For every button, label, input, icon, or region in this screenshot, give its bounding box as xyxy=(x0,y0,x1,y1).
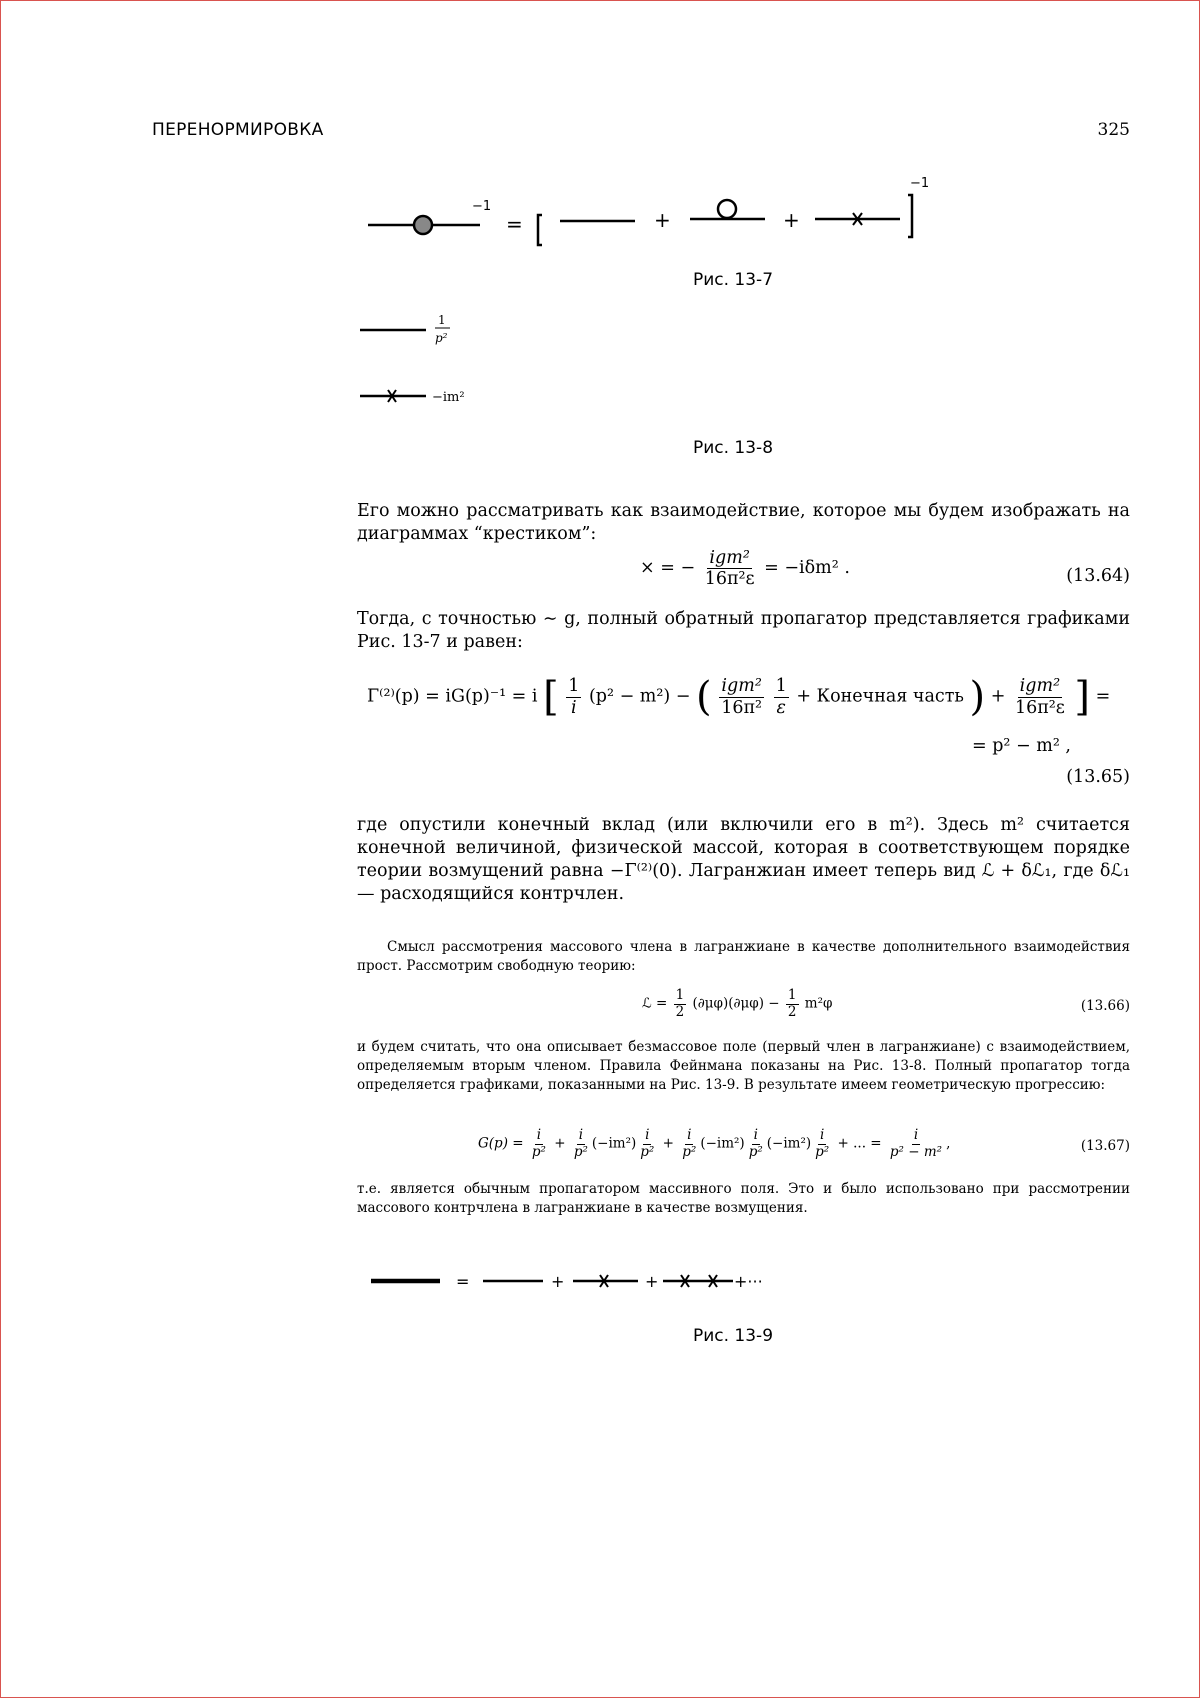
eq-13-64-den: 16π²ε xyxy=(704,569,755,590)
eq-13-65-f1-num: 1 xyxy=(568,676,580,697)
fig-13-8-prop-den: p² xyxy=(435,331,448,345)
paragraph-6: т.е. является обычным пропагатором массивного поля. Это и было использовано при рассмотрении массового контрчлена в лагранжиане в качестве возмущения. xyxy=(357,1181,1130,1216)
fig-13-8-mass-vertex: −im² xyxy=(432,390,465,405)
equation-13-65: Γ⁽²⁾(p) = iG(p)⁻¹ = i [ $\frac{1}{i}$ (p² − m²) − ( $\frac{\text{igm²}}{\text{16π²}}$ $\frac{1}{\varepsilon}$ + Конечная часть ) + $\frac{\text{igm²}}{\text{16π²ε}}$ ] = xyxy=(367,674,1111,720)
page-number: 325 xyxy=(1097,120,1130,140)
eq-13-65-f2-den: 16π² xyxy=(721,697,763,718)
paragraph-2: Тогда, с точностью ∼ g, полный обратный пропагатор представляется графиками Рис. 13-7 и равен: xyxy=(357,609,1130,652)
fig-13-9-plus-2: + xyxy=(645,1272,659,1291)
eq-13-66-lhs: ℒ = xyxy=(642,995,668,1012)
fig-13-9-equals: = xyxy=(456,1272,470,1291)
paragraph-3: где опустили конечный вклад (или включили его в m²). Здесь m² считается конечной величиной, физической массой, которая в соответствующем порядке теории возмущений равна −Γ⁽²⁾(0). Лагранжиан имеет теперь вид ℒ + δℒ₁, где δℒ₁ — расходящийся контрчлен. xyxy=(357,815,1130,904)
equation-13-67: G(p) = $\frac{i}{\text{p²}}$ + $\frac{i}{\text{p²}}$ (−im²) $\frac{i}{\text{p²}}$ + $\frac{i}{\text{p²}}$ (−im²) $\frac{i}{\text{p²}}$ (−im²) $\frac{i}{\text{p²}}$ + ... = $\frac{i}{\text{p² − m²}}$ , xyxy=(478,1127,951,1160)
eq-13-64-num: igm² xyxy=(709,548,750,568)
eq-13-65-f4-num: igm² xyxy=(1019,676,1061,697)
eq-13-65-f3-num: 1 xyxy=(775,676,787,697)
caption-fig-13-9: Рис. 13-9 xyxy=(692,1326,774,1346)
fig-13-7-plus-1: + xyxy=(654,208,671,232)
eq-13-65-tail: = xyxy=(1095,686,1111,707)
paragraph-5: и будем считать, что она описывает безмассовое поле (первый член в лагранжиане) с взаимодействием, определяемым вторым членом. Правила Фейнмана показаны на Рис. 13-8. Полный пропагатор тогда определяется графиками, показанными на Рис. 13-9. В результате имеем геометрическую прогрессию: xyxy=(357,1039,1130,1093)
eq-13-66-term1: (∂μφ)(∂μφ) − xyxy=(692,995,780,1012)
eq-13-64-fraction xyxy=(703,548,757,589)
equation-13-64 xyxy=(640,548,850,589)
eq-13-65-f2-num: igm² xyxy=(721,676,762,697)
eq-13-65-mid: (p² − m²) − xyxy=(588,686,691,707)
figure-13-7 xyxy=(360,175,930,255)
eq-13-65-f3-den: ε xyxy=(776,697,786,718)
fig-13-9-tail: +··· xyxy=(734,1272,763,1291)
fig-13-7-equals: = xyxy=(506,212,523,236)
eq-13-64-lhs: × = − xyxy=(640,558,696,579)
equation-13-66: ℒ = $\frac{1}{2}$ (∂μφ)(∂μφ) − $\frac{1}{2}$ m²φ xyxy=(642,987,833,1020)
figure-13-9 xyxy=(368,1265,788,1305)
running-title: ПЕРЕНОРМИРОВКА xyxy=(152,120,324,140)
fig-13-7-plus-2: + xyxy=(783,208,800,232)
eq-13-65-f4-den: 16π²ε xyxy=(1014,697,1065,718)
fig-13-7-exponent-bracket: −1 xyxy=(910,176,930,191)
eq-13-67-lhs: G(p) = xyxy=(478,1135,524,1152)
eq-13-65-line2: = p² − m² , xyxy=(972,736,1071,756)
eq-number-13-66: (13.66) xyxy=(1080,998,1130,1014)
eq-number-13-65: (13.65) xyxy=(1066,767,1130,787)
eq-number-13-64: (13.64) xyxy=(1066,566,1130,586)
eq-13-65-f1-den: i xyxy=(571,697,577,718)
eq-number-13-67: (13.67) xyxy=(1080,1138,1130,1154)
eq-13-65-finite: + Конечная часть xyxy=(796,686,964,707)
paragraph-1: Его можно рассматривать как взаимодействие, которое мы будем изображать на диаграммах “крестиком”: xyxy=(357,501,1130,544)
eq-13-66-term2: m²φ xyxy=(804,995,833,1012)
fig-13-8-prop-num: 1 xyxy=(438,313,446,327)
caption-fig-13-8: Рис. 13-8 xyxy=(692,438,774,458)
caption-fig-13-7: Рис. 13-7 xyxy=(692,270,774,290)
figure-13-8 xyxy=(358,308,478,408)
fig-13-9-plus-1: + xyxy=(551,1272,565,1291)
eq-13-65-lhs: Γ⁽²⁾(p) = iG(p)⁻¹ = i xyxy=(367,686,538,707)
fig-13-7-exponent: −1 xyxy=(472,199,492,214)
eq-13-65-plus: + xyxy=(990,686,1006,707)
paragraph-4: Смысл рассмотрения массового члена в лагранжиане в качестве дополнительного взаимодействия прост. Рассмотрим свободную теорию: xyxy=(357,939,1130,974)
eq-13-64-rhs: = −iδm² . xyxy=(764,558,850,579)
